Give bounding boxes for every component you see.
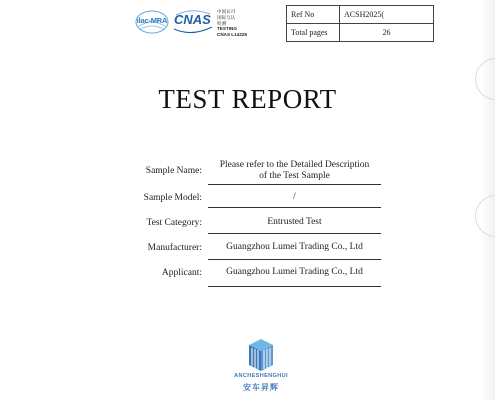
- applicant-value: Guangzhou Lumei Trading Co., Ltd: [226, 267, 363, 277]
- sample-model-underline: [208, 207, 381, 208]
- cnas-info-line: 国际互认: [217, 14, 236, 20]
- cnas-info-line: CNAS L14228: [217, 32, 247, 38]
- sample-model-label: Sample Model:: [143, 193, 202, 203]
- cnas-info-line: 检测: [217, 20, 227, 26]
- page-title: TEST REPORT: [158, 84, 337, 114]
- cnas-logo-text: CNAS: [174, 12, 211, 27]
- test-category-underline: [208, 233, 381, 234]
- brand-name-chinese: 安车昇辉: [243, 383, 279, 392]
- applicant-label: Applicant:: [161, 268, 202, 278]
- sample-name-value-line: of the Test Sample: [259, 171, 330, 181]
- sample-name-underline: [208, 184, 381, 185]
- cnas-info-line: TESTING: [217, 26, 237, 32]
- applicant-underline: [208, 286, 381, 287]
- test-category-label: Test Category:: [146, 218, 202, 228]
- ref-no-value: ACSH2025(: [340, 6, 434, 24]
- page-edge: [481, 0, 495, 400]
- sample-model-value: /: [293, 192, 296, 202]
- total-pages-value: 26: [340, 24, 434, 42]
- total-pages-label: Total pages: [287, 24, 340, 42]
- page-edge-circle-middle: [475, 195, 495, 237]
- ref-no-label: Ref No: [287, 6, 340, 24]
- manufacturer-value: Guangzhou Lumei Trading Co., Ltd: [226, 242, 363, 252]
- brand-name-english: ANCHESHENGHUI: [234, 373, 288, 379]
- sample-name-value-line: Please refer to the Detailed Description: [219, 160, 370, 170]
- manufacturer-label: Manufacturer:: [147, 243, 202, 253]
- manufacturer-underline: [208, 259, 381, 260]
- ancheshenghui-logo-icon: [248, 338, 274, 372]
- sample-name-label: Sample Name:: [145, 166, 202, 176]
- reference-table: [286, 5, 434, 42]
- cnas-accreditation-info: [217, 9, 247, 38]
- ref-no-row: [287, 6, 434, 24]
- cnas-info-line: 中国认可: [217, 9, 236, 14]
- total-pages-row: [287, 24, 434, 42]
- ilac-logo-text: ilac-MRA: [136, 16, 168, 25]
- sample-name-value: [208, 160, 381, 182]
- test-category-value: Entrusted Test: [267, 217, 322, 227]
